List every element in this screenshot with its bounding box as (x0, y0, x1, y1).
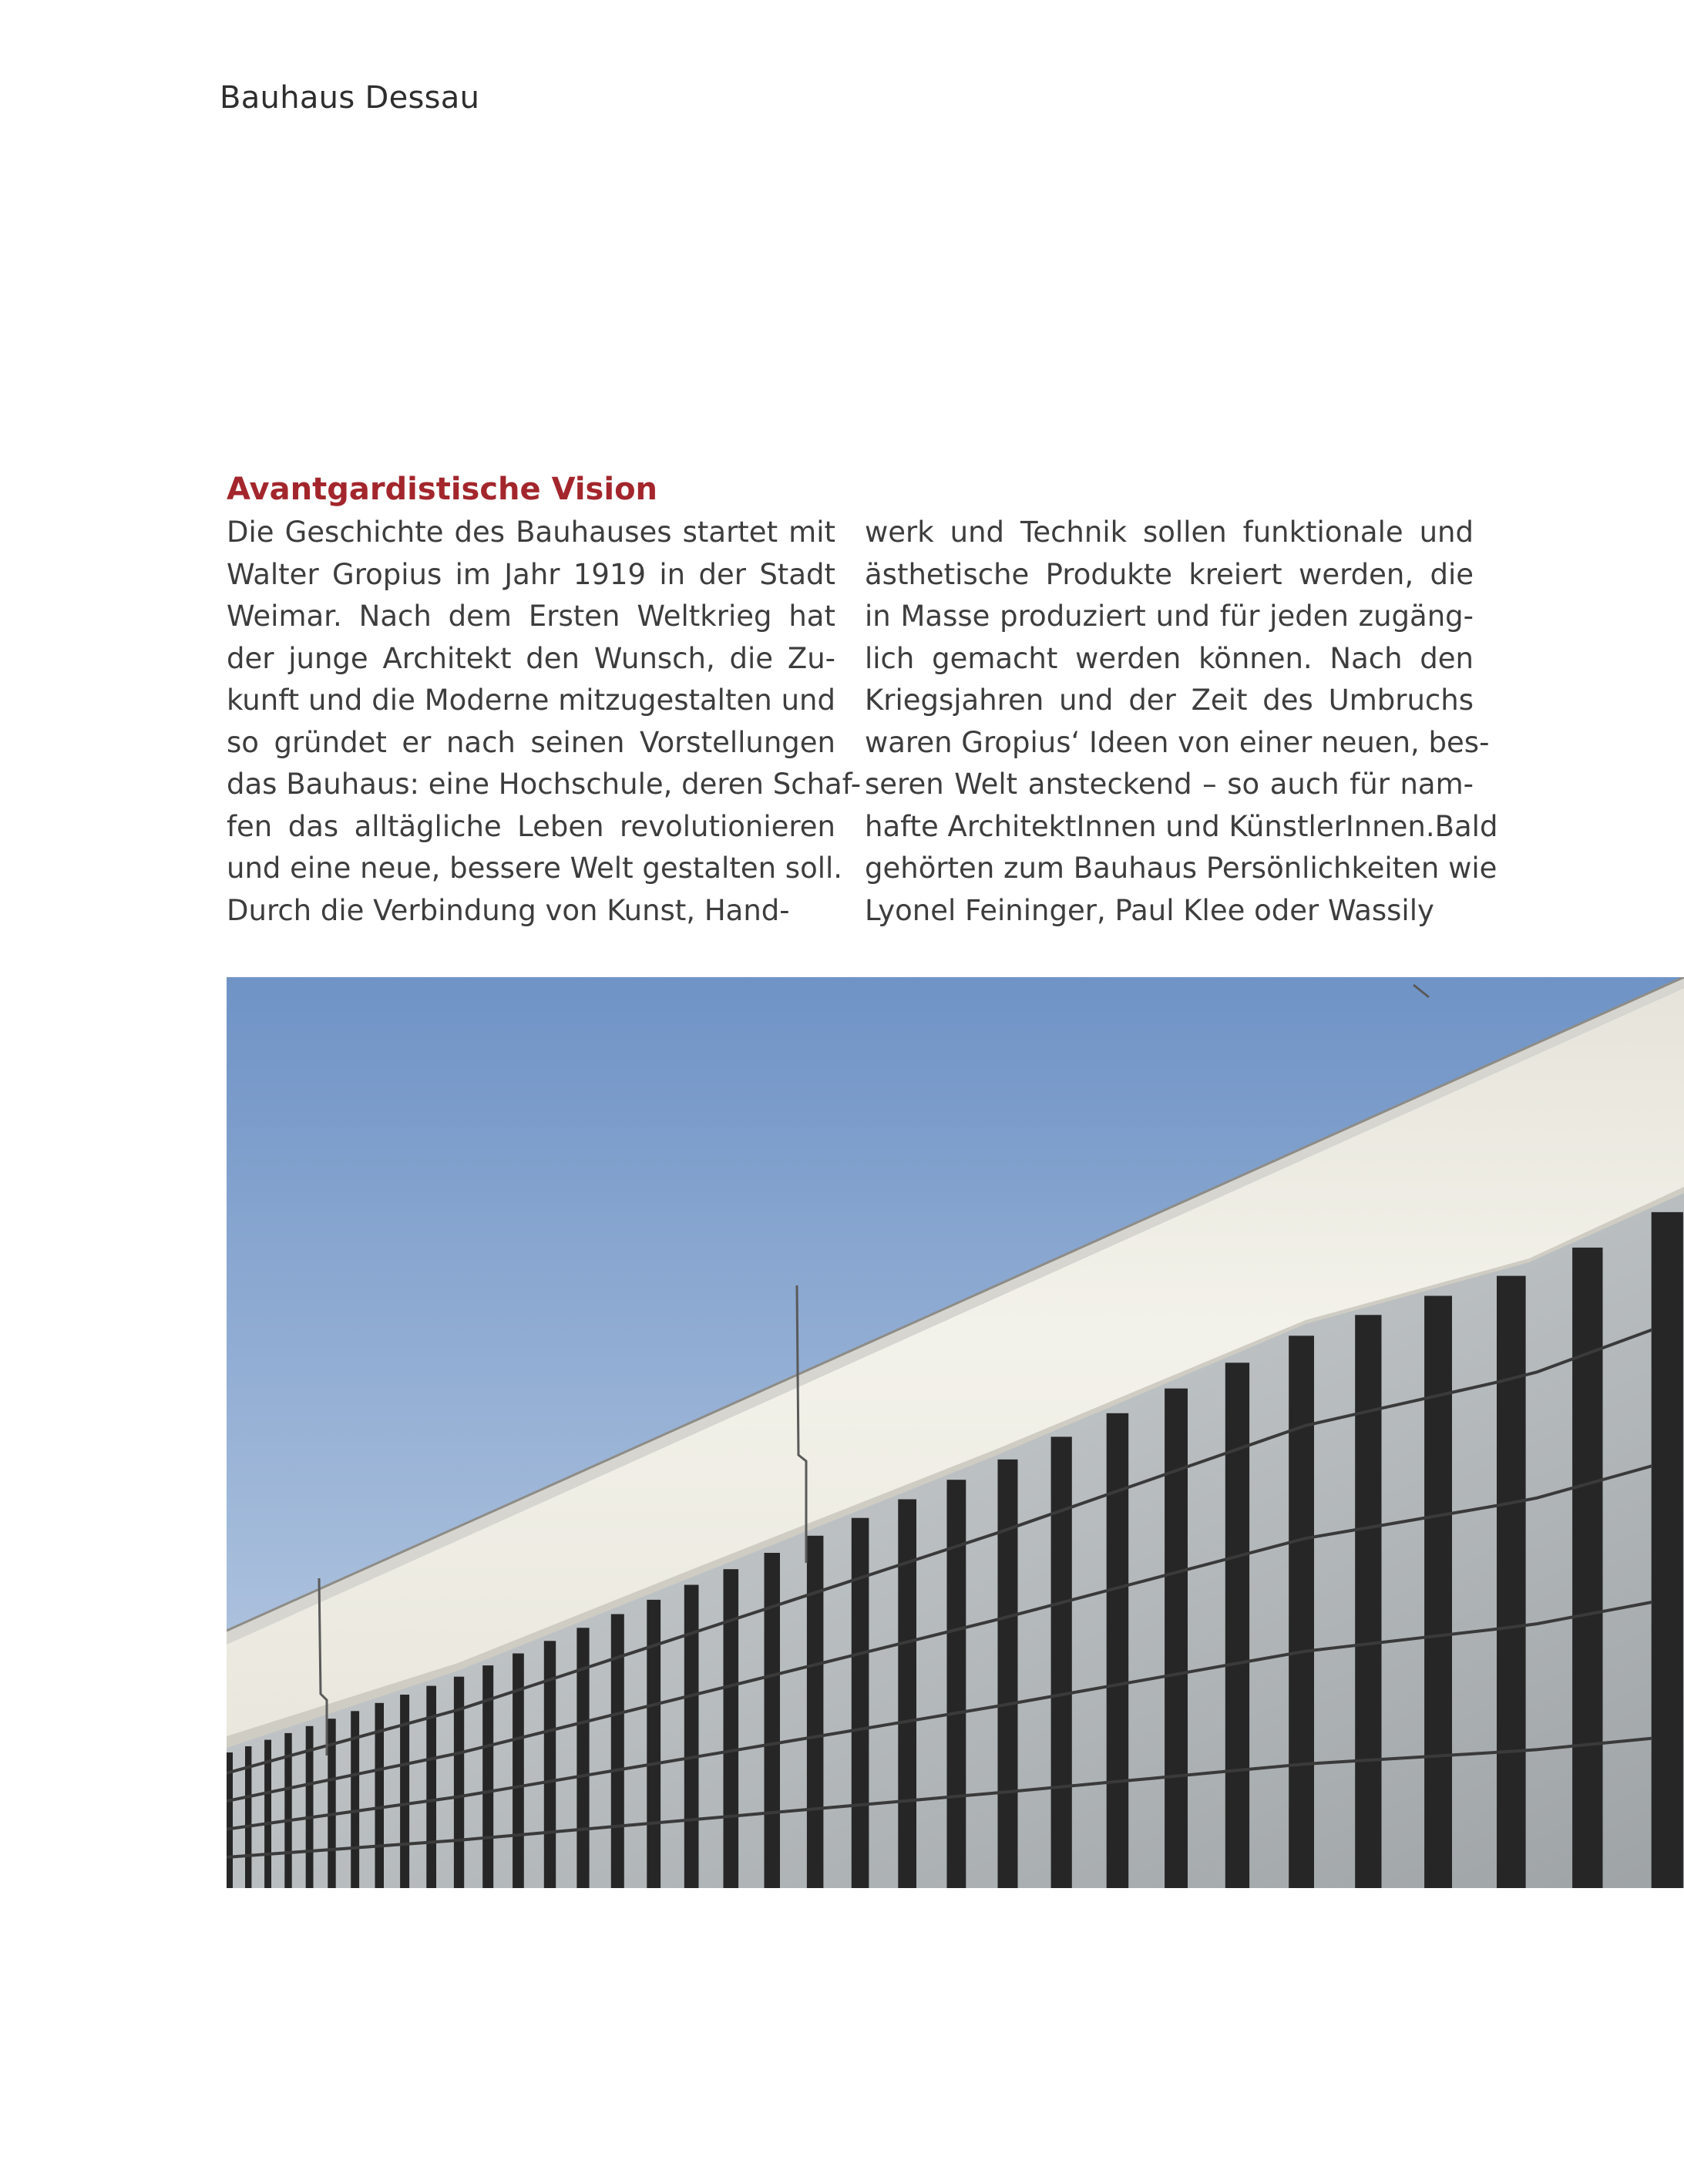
text-line: der junge Architekt den Wunsch, die Zu- (227, 641, 835, 675)
text-line: Lyonel Feininger, Paul Klee oder Wassily (865, 893, 1434, 927)
text-line: lich gemacht werden können. Nach den (865, 641, 1474, 675)
window-mullion (765, 1553, 781, 1888)
text-line: Die Geschichte des Bauhauses startet mit (227, 516, 835, 549)
text-line: so gründet er nach seinen Vorstellungen (227, 725, 835, 759)
text-line: fen das alltägliche Leben revolutionieren (227, 809, 835, 843)
text-line: werk und Technik sollen funktionale und (865, 516, 1474, 549)
window-mullion (898, 1500, 916, 1889)
running-header: Bauhaus Dessau (220, 80, 480, 116)
section-heading: Avantgardistische Vision (227, 472, 658, 507)
text-line: Weimar. Nach dem Ersten Weltkrieg hat (227, 600, 835, 633)
text-line: kunft und die Moderne mitzugestalten und (227, 684, 835, 717)
text-line: hafte ArchitektInnen und KünstlerInnen.Bald (865, 809, 1498, 843)
text-line: Kriegsjahren und der Zeit des Umbruchs (865, 684, 1474, 717)
window-mullion (1497, 1276, 1526, 1888)
bauhaus-facade-photo (227, 977, 1684, 1888)
text-line: gehörten zum Bauhaus Persönlichkeiten wie (865, 852, 1497, 885)
text-line: in Masse produziert und für jeden zugäng- (865, 600, 1474, 633)
window-mullion (1355, 1315, 1381, 1888)
text-column-right (865, 512, 1498, 932)
text-line: das Bauhaus: eine Hochschule, deren Schaf- (227, 768, 862, 801)
window-mullion (1165, 1389, 1188, 1888)
facade-illustration (227, 977, 1684, 1888)
text-line: und eine neue, bessere Welt gestalten soll. (227, 852, 843, 885)
text-column-left (227, 512, 862, 932)
window-mullion (1107, 1413, 1129, 1888)
window-mullion (1225, 1362, 1249, 1888)
window-mullion (1051, 1436, 1072, 1888)
window-mullion (1572, 1248, 1602, 1888)
window-mullion (1424, 1296, 1452, 1889)
text-line: seren Welt ansteckend – so auch für nam- (865, 768, 1474, 801)
text-line: waren Gropius‘ Ideen von einer neuen, bes- (865, 725, 1490, 759)
window-mullion (1289, 1336, 1314, 1888)
window-mullion (1652, 1212, 1683, 1888)
window-mullion (947, 1480, 966, 1888)
text-line: Walter Gropius im Jahr 1919 in der Stadt (227, 557, 835, 591)
window-mullion (852, 1518, 869, 1888)
text-line: Durch die Verbindung von Kunst, Hand- (227, 893, 790, 927)
text-line: ästhetische Produkte kreiert werden, die (865, 557, 1474, 591)
window-mullion (807, 1536, 824, 1888)
window-mullion (998, 1460, 1018, 1888)
